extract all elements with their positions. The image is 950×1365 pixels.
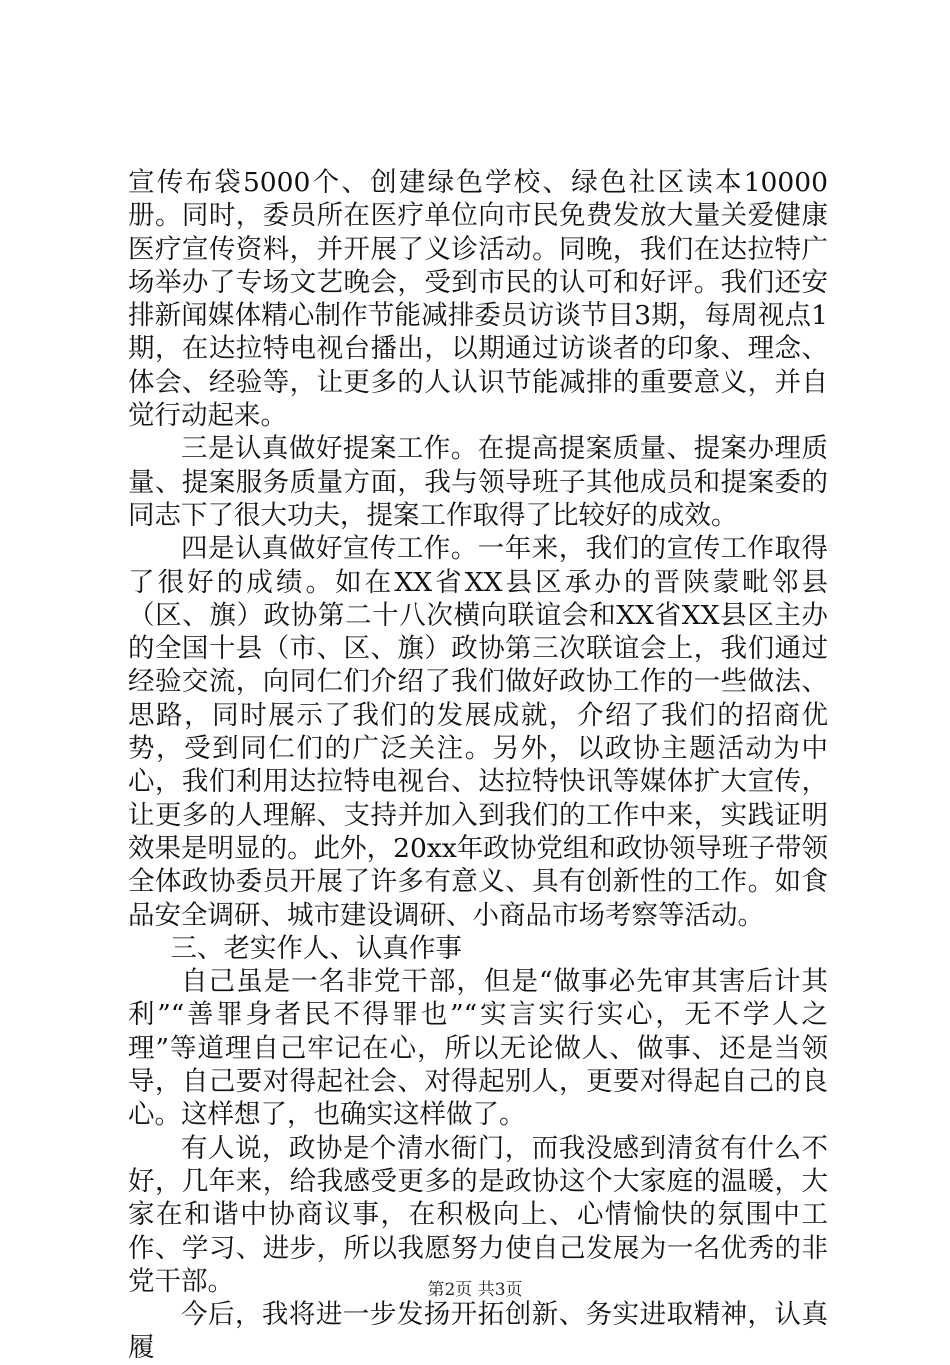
paragraph-publicity-work: 四是认真做好宣传工作。一年来，我们的宣传工作取得了很好的成绩。如在XX省XX县区承办的晋陕蒙毗邻县（区、旗）政协第二十八次横向联谊会和XX省XX县区主办的全国十县（市、区、旗）政协第三次联谊会上，我们通过经验交流，向同仁们介绍了我们做好政协工作的一些做法、思路，同时展示了我们的发展成就，介绍了我们的招商优势，受到同仁们的广泛关注。另外，以政协主题活动为中心，我们利用达拉特电视台、达拉特快讯等媒体扩大宣传，让更多的人理解、支持并加入到我们的工作中来，实践证明效果是明显的。此外，20xx年政协党组和政协领导班子带领全体政协委员开展了许多有意义、具有创新性的工作。如食品安全调研、城市建设调研、小商品市场考察等活动。 (128, 533, 828, 931)
document-body (128, 166, 828, 1365)
paragraph-continued: 宣传布袋5000个、创建绿色学校、绿色社区读本10000册。同时，委员所在医疗单位向市民免费发放大量关爱健康医疗宣传资料，并开展了义诊活动。同晚，我们在达拉特广场举办了专场文艺晚会，受到市民的认可和好评。我们还安排新闻媒体精心制作节能减排委员访谈节目3期，每周视点1期，在达拉特电视台播出，以期通过访谈者的印象、理念、体会、经验等，让更多的人认识节能减排的重要意义，并自觉行动起来。 (128, 167, 828, 432)
paragraph-cppcc-family: 有人说，政协是个清水衙门，而我没感到清贫有什么不好，几年来，给我感受更多的是政协这个大家庭的温暖，大家在和谐中协商议事，在积极向上、心情愉快的氛围中工作、学习、进步，所以我愿努力使自己发展为一名优秀的非党干部。 (128, 1132, 828, 1297)
section-heading: 三、老实作人、认真作事 (170, 932, 462, 964)
paragraph-proposal-work: 三是认真做好提案工作。在提高提案质量、提案办理质量、提案服务质量方面，我与领导班子其他成员和提案委的同志下了很大功夫，提案工作取得了比较好的成效。 (128, 433, 828, 531)
page-number-footer: 第2页 共3页 (427, 1280, 523, 1300)
paragraph-future: 今后，我将进一步发扬开拓创新、务实进取精神，认真履 (128, 1299, 828, 1364)
paragraph-conduct: 自己虽是一名非党干部，但是“做事必先审其害后计其利”“善罪身者民不得罪也”“实言实行实心，无不学人之理”等道理自己牢记在心，所以无论做人、做事、还是当领导，自己要对得起社会、对得起别人，更要对得起自己的良心。这样想了，也确实这样做了。 (128, 966, 828, 1131)
